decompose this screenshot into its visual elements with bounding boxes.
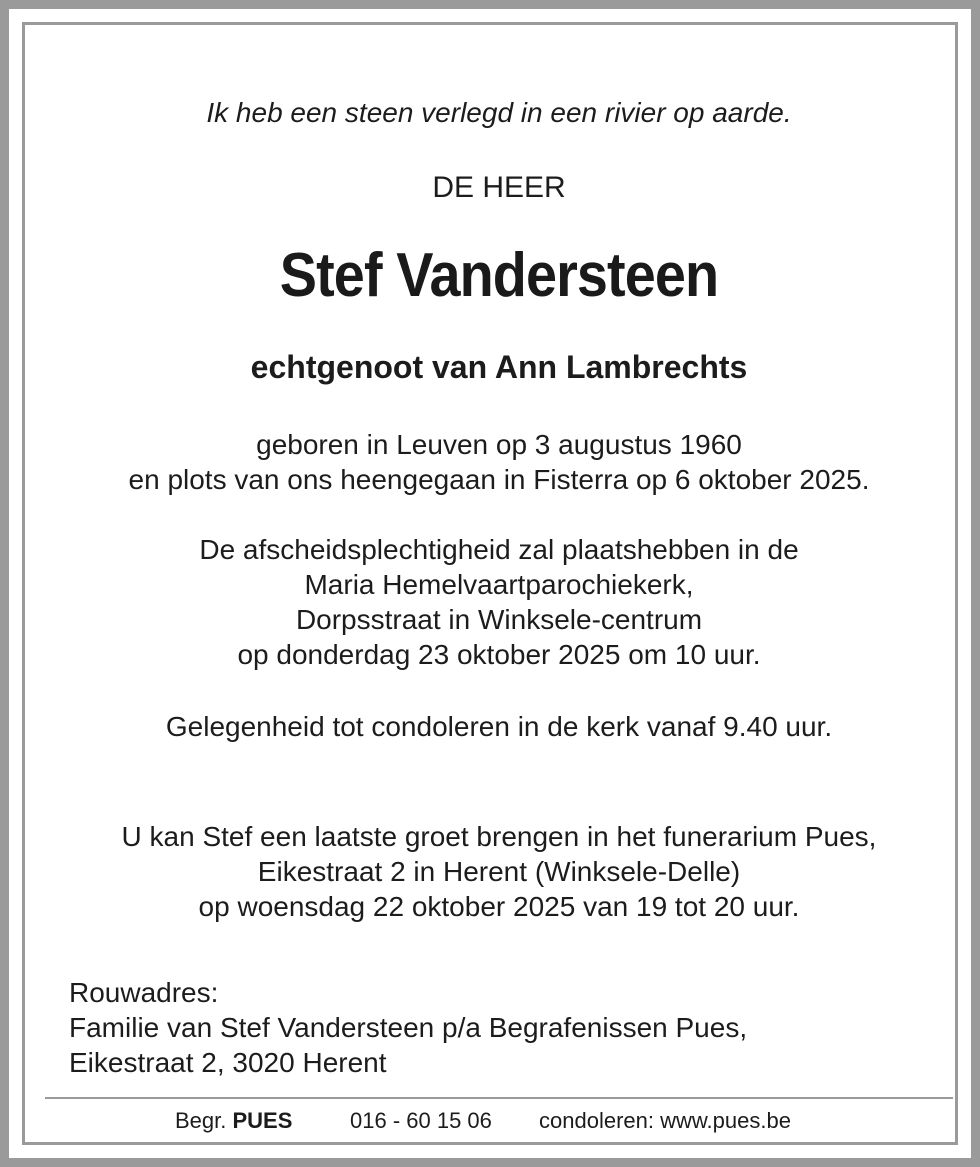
quote: Ik heb een steen verlegd in een rivier op aarde.: [206, 97, 792, 128]
deceased-name: Stef Vandersteen: [279, 241, 719, 310]
spouse-line: echtgenoot van Ann Lambrechts: [250, 349, 748, 385]
honorific: DE HEER: [432, 171, 566, 204]
mourning-address-block: [69, 975, 747, 1080]
condolence-website[interactable]: condoleren: www.pues.be: [539, 1108, 791, 1133]
phone-number: 016 - 60 15 06: [350, 1108, 492, 1133]
death-line: en plots van ons heengegaan in Fisterra op 6 oktober 2025.: [128, 464, 870, 495]
ceremony-block: [9, 532, 980, 672]
ceremony-line: Dorpsstraat in Winksele-centrum: [295, 604, 703, 635]
ceremony-line: op donderdag 23 oktober 2025 om 10 uur.: [237, 639, 761, 670]
visitation-line: Eikestraat 2 in Herent (Winksele-Delle): [257, 856, 741, 887]
funeral-home-credit: [175, 1108, 292, 1134]
ceremony-line: De afscheidsplechtigheid zal plaatshebben in de: [199, 534, 799, 565]
footer-divider: [45, 1097, 953, 1099]
mourning-address-line: Eikestraat 2, 3020 Herent: [69, 1047, 387, 1078]
visitation-block: [9, 819, 980, 924]
birth-death-block: [9, 427, 980, 497]
mourning-address-label: Rouwadres:: [69, 977, 219, 1008]
visitation-line: U kan Stef een laatste groet brengen in het funerarium Pues,: [121, 821, 877, 852]
visitation-line: op woensdag 22 oktober 2025 van 19 tot 20 uur.: [198, 891, 800, 922]
ceremony-line: Maria Hemelvaartparochiekerk,: [304, 569, 694, 600]
mourning-address-line: Familie van Stef Vandersteen p/a Begrafenissen Pues,: [69, 1012, 748, 1043]
birth-line: geboren in Leuven op 3 augustus 1960: [256, 429, 742, 460]
condolence-line: Gelegenheid tot condoleren in de kerk vanaf 9.40 uur.: [165, 711, 833, 742]
funeral-home-name: PUES: [232, 1108, 293, 1133]
begr-prefix: Begr.: [175, 1108, 227, 1133]
